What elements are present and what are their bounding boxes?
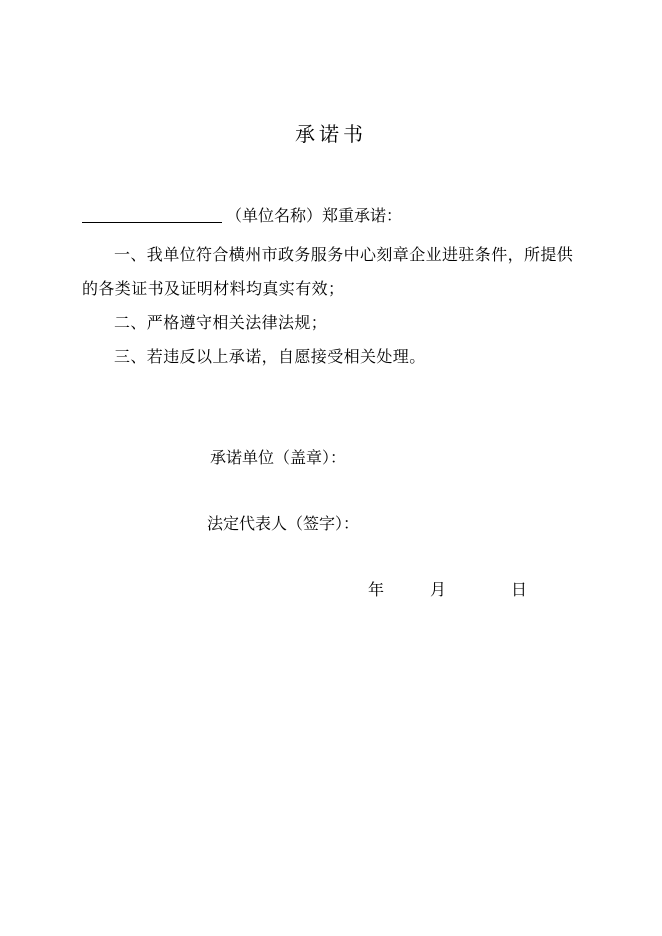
pledge-body xyxy=(82,238,582,374)
pledge-item-2: 二、严格遵守相关法律法规； xyxy=(114,313,328,332)
pledge-item-3: 三、若违反以上承诺，自愿接受相关处理。 xyxy=(114,347,426,366)
date-day: 日 xyxy=(511,580,528,599)
date-month: 月 xyxy=(430,580,447,599)
pledge-item-1: 一、我单位符合横州市政务服务中心刻章企业进驻条件，所提供的各类证书及证明材料均真实有效； xyxy=(82,245,574,298)
unit-name-blank xyxy=(82,204,222,223)
date-year: 年 xyxy=(368,580,385,599)
document-title: 承诺书 xyxy=(295,122,367,146)
salutation-text: （单位名称）郑重承诺： xyxy=(226,206,403,225)
unit-seal-label: 承诺单位（盖章）： xyxy=(210,448,347,467)
legal-rep-signature-label: 法定代表人（签字）： xyxy=(207,514,360,533)
salutation-line xyxy=(82,204,402,228)
